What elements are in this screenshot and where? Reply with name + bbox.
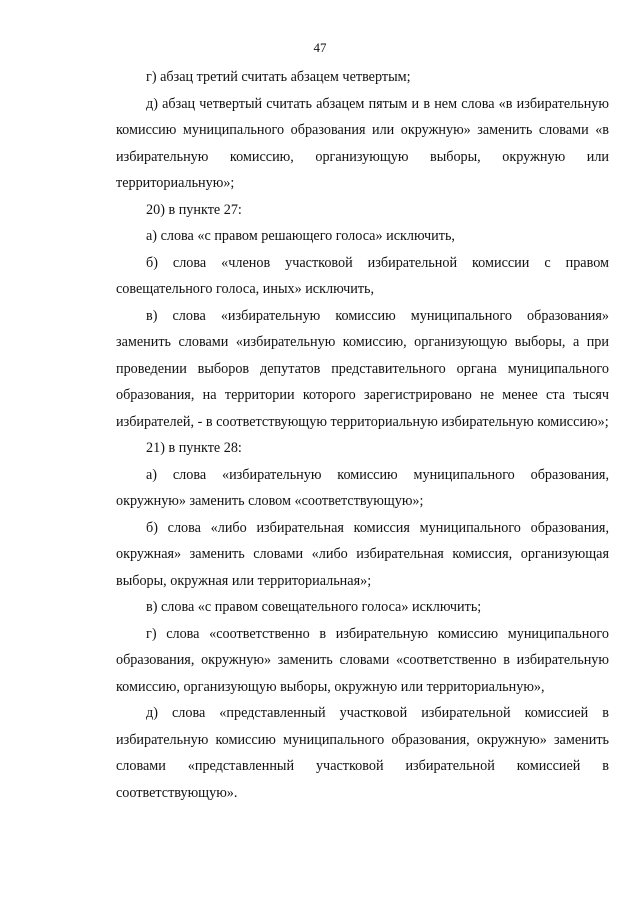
paragraph-b-20: б) слова «членов участковой избирательной комиссии с правом совещательного голоса, иных» исключить, bbox=[116, 254, 609, 297]
item-20-heading: 20) в пункте 27: bbox=[146, 201, 242, 218]
paragraph-a-21: а) слова «избирательную комиссию муниципального образования, окружную» заменить словом «соответствующую»; bbox=[116, 466, 609, 509]
paragraph-d-21: д) слова «представленный участковой избирательной комиссией в избирательную комиссию муниципального образования, окружную» заменить словами «представленный участковой избирательной комиссией в соответствующую». bbox=[116, 705, 609, 801]
paragraph-b-21: б) слова «либо избирательная комиссия муниципального образования, окружная» заменить словами «либо избирательная комиссия, организующая выборы, окружная или территориальная»; bbox=[116, 519, 609, 589]
page-number: 47 bbox=[313, 40, 327, 55]
document-body bbox=[116, 64, 609, 806]
paragraph-g-21: г) слова «соответственно в избирательную комиссию муниципального образования, окружную» заменить словами «соответственно в избирательную комиссию, организующую выборы, окружную или территориальную», bbox=[116, 625, 609, 695]
paragraph-a-20: а) слова «с правом решающего голоса» исключить, bbox=[146, 228, 455, 244]
paragraph-v-20: в) слова «избирательную комиссию муниципального образования» заменить словами «избирательную комиссию, организующую выборы, а при проведении выборов депутатов представительного органа муниципального образования, на территории которого зарегистрировано не менее ста тысяч избирателей, - в соответствующую территориальную избирательную комиссию»; bbox=[116, 307, 609, 430]
paragraph-v-21: в) слова «с правом совещательного голоса» исключить; bbox=[146, 599, 482, 615]
item-21-heading: 21) в пункте 28: bbox=[146, 440, 242, 456]
paragraph-g-1: г) абзац третий считать абзацем четвертым; bbox=[146, 69, 411, 85]
paragraph-d-1: д) абзац четвертый считать абзацем пятым и в нем слова «в избирательную комиссию муниципального образования или окружную» заменить словами «в избирательную комиссию, организующую выборы, окружную или территориальную»; bbox=[116, 95, 609, 191]
